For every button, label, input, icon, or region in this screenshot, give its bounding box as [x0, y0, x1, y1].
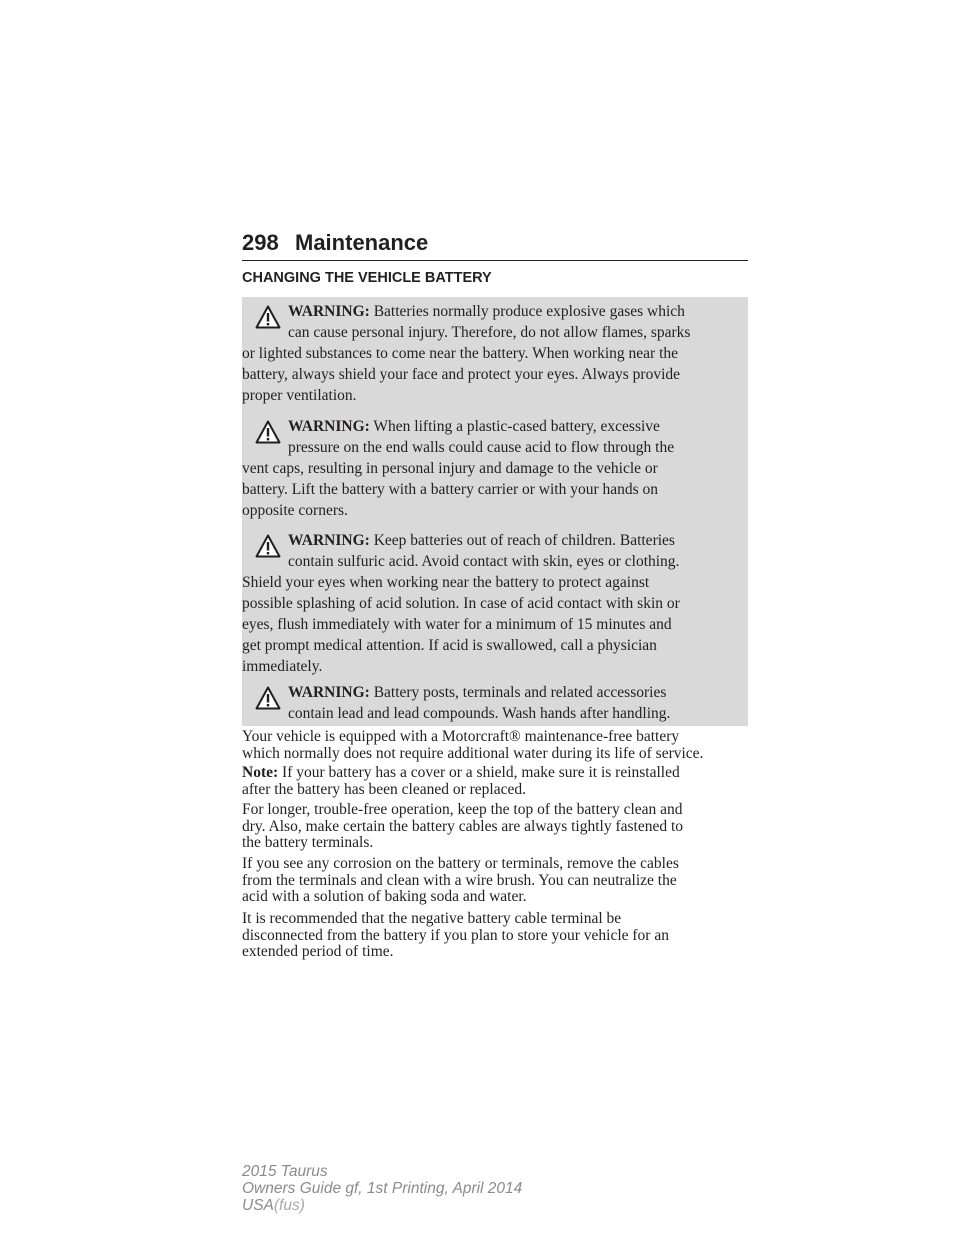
body-paragraph [242, 911, 752, 961]
warning-text: battery. Lift the battery with a battery carrier or with your hands on [242, 481, 659, 498]
warning-text: possible splashing of acid solution. In case of acid contact with skin or [242, 595, 680, 612]
warning-label: WARNING: [288, 684, 370, 701]
warning-triangle-icon [255, 305, 281, 329]
warning-box [242, 526, 748, 683]
warning-text: vent caps, resulting in personal injury and damage to the vehicle or [242, 460, 658, 477]
warning-text: opposite corners. [242, 502, 348, 519]
section-heading: CHANGING THE VEHICLE BATTERY [242, 270, 492, 286]
page-footer [242, 1163, 522, 1214]
paragraph-line: dry. Also, make certain the battery cables are always tightly fastened to [242, 817, 684, 835]
paragraph-line: If your battery has a cover or a shield, make sure it is reinstalled [282, 764, 680, 781]
warning-text: contain sulfuric acid. Avoid contact with skin, eyes or clothing. [288, 553, 680, 570]
body-paragraph [242, 856, 752, 906]
paragraph-line: For longer, trouble-free operation, keep the top of the battery clean and [242, 801, 683, 818]
page-number: 298 [242, 230, 279, 255]
body-paragraph [242, 729, 752, 762]
warning-text: get prompt medical attention. If acid is swallowed, call a physician [242, 637, 657, 654]
warning-text: immediately. [242, 658, 323, 675]
warning-text: can cause personal injury. Therefore, do not allow flames, sparks [288, 324, 691, 341]
paragraph-line: acid with a solution of baking soda and water. [242, 888, 527, 905]
warning-text: proper ventilation. [242, 387, 357, 404]
warning-text: Shield your eyes when working near the battery to protect against [242, 574, 650, 591]
paragraph-line: Your vehicle is equipped with a Motorcraft® maintenance-free battery [242, 728, 680, 745]
warning-triangle-icon [255, 534, 281, 558]
warning-triangle-icon [255, 686, 281, 710]
footer-model: 2015 Taurus [242, 1163, 328, 1180]
warning-text: Batteries normally produce explosive gases which [373, 303, 685, 320]
warning-label: WARNING: [288, 303, 370, 320]
section-title: Maintenance [295, 230, 429, 255]
warning-text: contain lead and lead compounds. Wash hands after handling. [288, 705, 671, 722]
paragraph-line: the battery terminals. [242, 834, 374, 851]
warning-text: battery, always shield your face and protect your eyes. Always provide [242, 366, 681, 383]
paragraph-line: disconnected from the battery if you plan to store your vehicle for an [242, 926, 669, 944]
warning-box [242, 412, 748, 527]
paragraph-line: It is recommended that the negative battery cable terminal be [242, 910, 622, 927]
paragraph-line: which normally does not require additional water during its life of service. [242, 744, 704, 762]
paragraph-line: after the battery has been cleaned or replaced. [242, 780, 527, 798]
body-paragraph [242, 802, 752, 852]
footer-printing: Owners Guide gf, 1st Printing, April 2014 [242, 1180, 523, 1197]
paragraph-line: from the terminals and clean with a wire brush. You can neutralize the [242, 871, 677, 889]
warning-text: eyes, flush immediately with water for a minimum of 15 minutes and [242, 616, 672, 633]
footer-region: USA [242, 1197, 274, 1214]
warning-text: When lifting a plastic-cased battery, excessive [373, 418, 660, 435]
footer-region-code: (fus) [273, 1197, 305, 1214]
warning-text: Battery posts, terminals and related accessories [373, 684, 667, 701]
warning-text: Keep batteries out of reach of children. Batteries [373, 532, 675, 549]
warning-box [242, 297, 748, 412]
note-paragraph [242, 765, 752, 798]
warning-text: pressure on the end walls could cause acid to flow through the [288, 439, 675, 456]
paragraph-line: If you see any corrosion on the battery or terminals, remove the cables [242, 855, 679, 872]
warning-text: or lighted substances to come near the battery. When working near the [242, 345, 679, 362]
warning-triangle-icon [255, 420, 281, 444]
paragraph-line: extended period of time. [242, 943, 394, 960]
warning-label: WARNING: [288, 418, 370, 435]
warning-label: WARNING: [288, 532, 370, 549]
note-label: Note: [242, 764, 279, 781]
page-header [242, 230, 748, 261]
warning-box [242, 678, 748, 726]
